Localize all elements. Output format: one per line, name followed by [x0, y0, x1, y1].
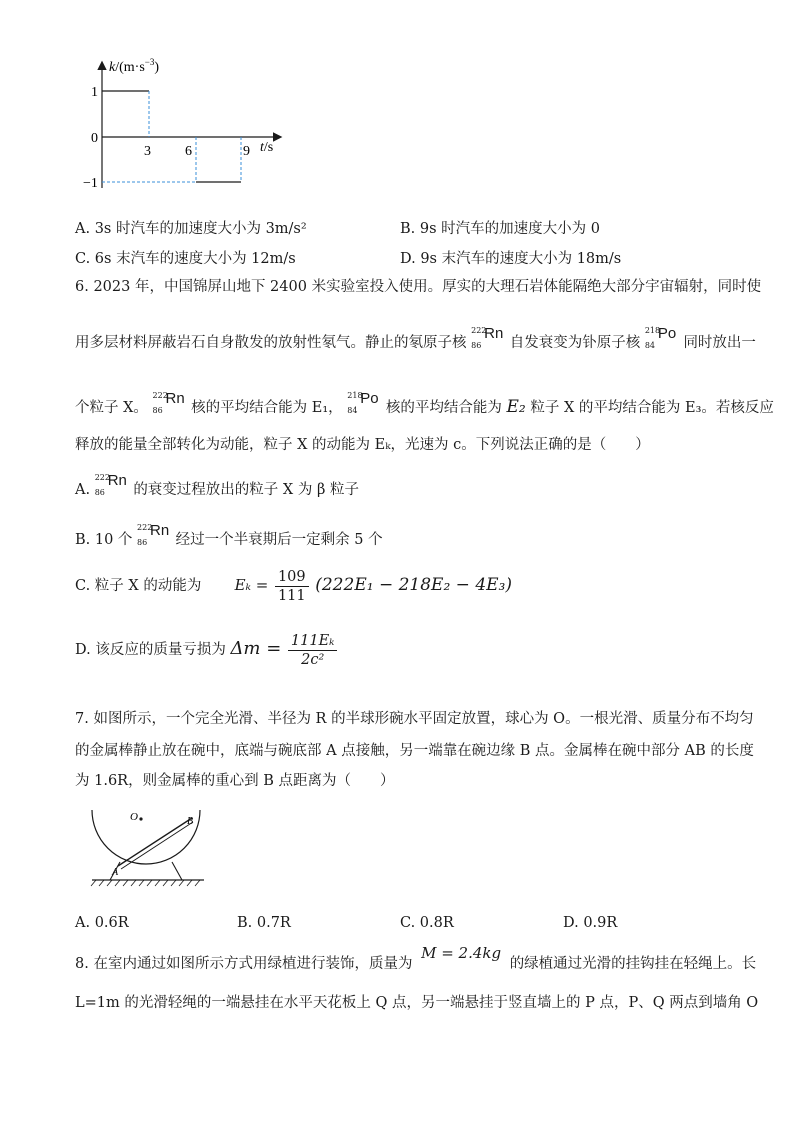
q6-stem-line3: 个粒子 X。 222 86 Rn 核的平均结合能为 E₁， 218 84 Po 核的平均结合能为 E₂ 粒子 X 的平均结合能为 E₃。若核反应 [75, 390, 774, 417]
q6-stem-line2: 用多层材料屏蔽岩石自身散发的放射性氡气。静止的氡原子核 222 86 Rn 自发衰变为钋原子核 218 84 Po 同时放出一 [75, 325, 756, 351]
q7-stem-line3: 为 1.6R，则金属棒的重心到 B 点距离为（ ） [75, 773, 395, 789]
x-tick-6: 6 [185, 144, 192, 159]
y-tick-1: 1 [91, 85, 98, 100]
q8-stem-line1: 8. 在室内通过如图所示方式用绿植进行装饰，质量为 M = 2.4kg 的绿植通过光滑的挂钩挂在轻绳上。长 [75, 944, 757, 972]
y-axis-label: $k/(m\cdot s^{-3})$ [109, 57, 160, 75]
center-point [139, 817, 142, 820]
q5-option-c: C. 6s 末汽车的速度大小为 12m/s [75, 251, 296, 267]
metal-rod [118, 818, 192, 866]
q7-stem-line2: 的金属棒静止放在碗中，底端与碗底部 A 点接触，另一端靠在碗边缘 B 点。金属棒在碗中部分 AB 的长度 [75, 743, 754, 759]
nuclide-rn: 222 86 Rn [471, 325, 504, 350]
q6-option-b: B. 10 个 222 86 Rn 经过一个半衰期后一定剩余 5 个 [75, 522, 383, 548]
q5-option-d: D. 9s 末汽车的速度大小为 18m/s [400, 251, 622, 267]
q5-option-a: A. 3s 时汽车的加速度大小为 3m/s² [75, 221, 307, 237]
q7-option-d: D. 0.9R [563, 915, 618, 931]
y-tick-0: 0 [91, 131, 98, 146]
k-t-graph [75, 55, 295, 195]
q6-stem-line1: 6. 2023 年，中国锦屏山地下 2400 米实验室投入使用。厚实的大理石岩体能隔绝大部分宇宙辐射，同时使 [75, 279, 762, 295]
x-tick-3: 3 [144, 144, 151, 159]
label-a: A [112, 867, 119, 878]
nuclide-rn: 222 86 Rn [152, 390, 185, 415]
q5-option-b: B. 9s 时汽车的加速度大小为 0 [400, 221, 600, 237]
nuclide-po: 218 84 Po [644, 325, 677, 350]
x-axis-label: t/s [260, 140, 274, 155]
q6-option-c: C. 粒子 X 的动能为 Eₖ = $\frac{109}{111}$ (222E₁ − 218E₂ − 4E₃) [75, 568, 512, 604]
nuclide-po: 218 84 Po [347, 390, 379, 415]
q7-stem-line1: 7. 如图所示，一个完全光滑、半径为 R 的半球形碗水平固定放置，球心为 O。一根光滑、质量分布不均匀 [75, 711, 754, 727]
bowl-arc [92, 810, 200, 864]
label-b: B [187, 816, 194, 827]
y-tick-neg1: −1 [83, 176, 98, 191]
q7-option-a: A. 0.6R [75, 915, 129, 931]
q8-stem-line2: L=1m 的光滑轻绳的一端悬挂在水平天花板上 Q 点，另一端悬挂于竖直墙上的 P 点，P、Q 两点到墙角 O [75, 995, 759, 1011]
x-tick-9: 9 [243, 144, 250, 159]
q6-stem-line4: 释放的能量全部转化为动能，粒子 X 的动能为 Eₖ，光速为 c。下列说法正确的是（ ） [75, 437, 650, 453]
label-o: O [130, 811, 138, 823]
bowl-diagram [88, 800, 208, 890]
q7-option-b: B. 0.7R [237, 915, 291, 931]
q6-option-a: A. 222 86 Rn 的衰变过程放出的粒子 X 为 β 粒子 [75, 472, 359, 498]
q7-option-c: C. 0.8R [400, 915, 454, 931]
q6-option-d: D. 该反应的质量亏损为 Δm = $\frac{\text{111Eₖ}}{\text{2c²}}$ [75, 630, 339, 669]
